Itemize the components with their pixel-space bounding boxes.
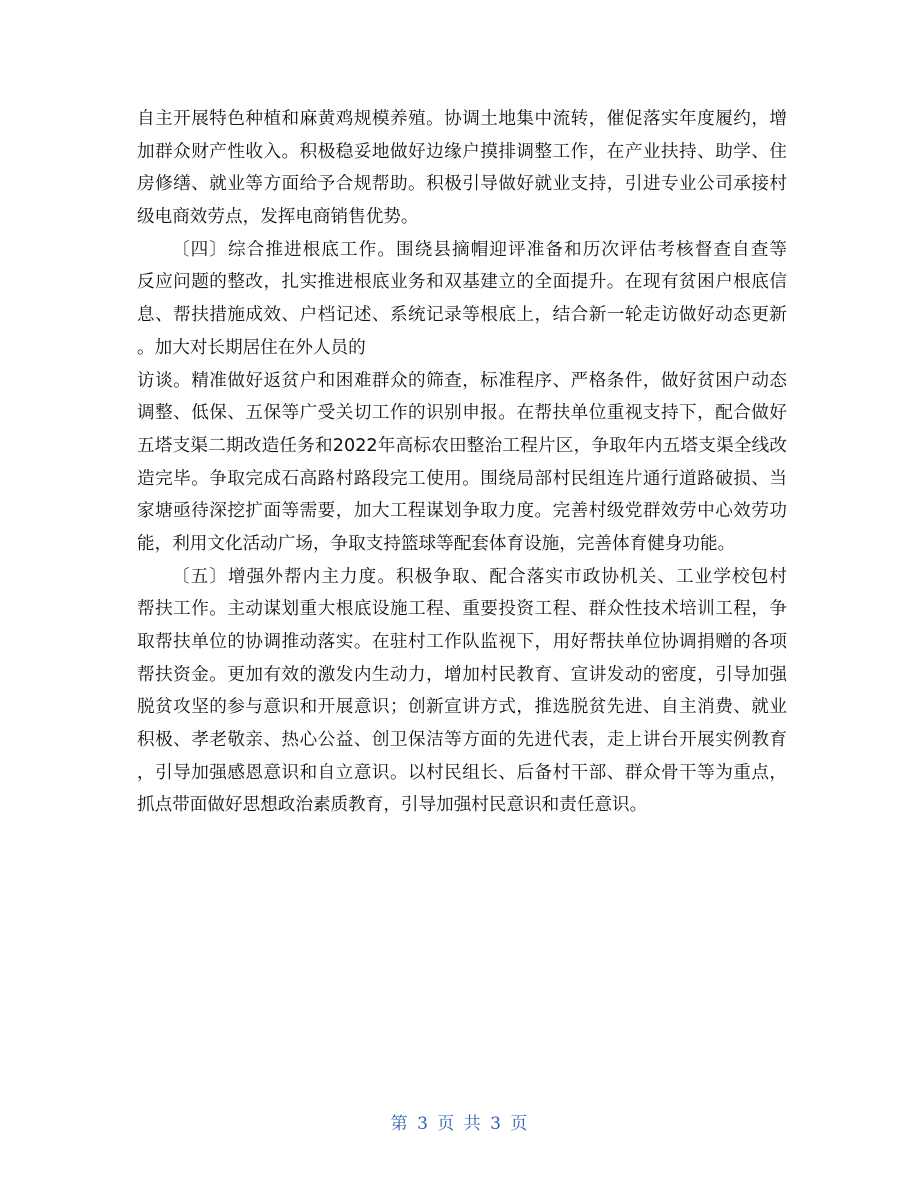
text-line: 家塘亟待深挖扩面等需要，加大工程谋划争取力度。完善村级党群效劳中心效劳功 [137, 501, 787, 522]
text-line: 加群众财产性收入。积极稳妥地做好边缘户摸排调整工作，在产业扶持、助学、住 [137, 141, 787, 162]
text-line: 自主开展特色种植和麻黄鸡规模养殖。协调土地集中流转，催促落实年度履约，增 [137, 109, 787, 129]
text-line: 〔四〕综合推进根底工作。围绕县摘帽迎评准备和历次评估考核督查自查等 [172, 239, 787, 260]
text-line: 级电商效劳点，发挥电商销售优势。 [137, 207, 419, 228]
text-line: 抓点带面做好思想政治素质教育，引导加强村民意识和责任意识。 [137, 795, 648, 816]
page-number-footer: 第 3 页 共 3 页 [390, 1114, 530, 1134]
text-line: 反应问题的整改，扎实推进根底业务和双基建立的全面提升。在现有贫困户根底信 [137, 272, 787, 293]
text-line: 息、帮扶措施成效、户档记述、系统记录等根底上，结合新一轮走访做好动态更新 [137, 305, 787, 326]
text-line: 脱贫攻坚的参与意识和开展意识；创新宣讲方式，推选脱贫先进、自主消费、就业 [137, 697, 787, 718]
text-line: 〔五〕增强外帮内主力度。积极争取、配合落实市政协机关、工业学校包村 [172, 566, 787, 587]
text-line: 造完毕。争取完成石高路村路段完工使用。围绕局部村民组连片通行道路破损、当 [137, 468, 787, 489]
text-line: 能，利用文化活动广场，争取支持篮球等配套体育设施，完善体育健身功能。 [137, 533, 736, 554]
text-line: 房修缮、就业等方面给予合规帮助。积极引导做好就业支持，引进专业公司承接村 [137, 174, 787, 195]
paragraph-p3 [137, 365, 787, 561]
text-line: 积极、孝老敬亲、热心公益、创卫保洁等方面的先进代表，走上讲台开展实例教育 [137, 730, 787, 751]
paragraph-p4 [137, 561, 787, 823]
text-line: 访谈。精准做好返贫户和困难群众的筛查，标准程序、严格条件，做好贫困户动态 [137, 370, 787, 391]
text-line: 帮扶工作。主动谋划重大根底设施工程、重要投资工程、群众性技术培训工程，争 [137, 599, 787, 620]
text-line: 调整、低保、五保等广受关切工作的识别申报。在帮扶单位重视支持下，配合做好 [137, 403, 787, 424]
text-line: ，引导加强感恩意识和自立意识。以村民组长、后备村干部、群众骨干等为重点， [137, 762, 787, 783]
text-line: 五塔支渠二期改造任务和2022年高标农田整治工程片区，争取年内五塔支渠全线改 [137, 435, 787, 456]
paragraph-p1 [137, 103, 787, 234]
text-line: 帮扶资金。更加有效的激发内生动力，增加村民教育、宣讲发动的密度，引导加强 [137, 664, 787, 685]
document-body [137, 103, 787, 822]
text-line: 。加大对长期居住在外人员的 [137, 337, 366, 358]
paragraph-p2 [137, 234, 787, 365]
text-line: 取帮扶单位的协调推动落实。在驻村工作队监视下，用好帮扶单位协调捐赠的各项 [137, 632, 787, 652]
